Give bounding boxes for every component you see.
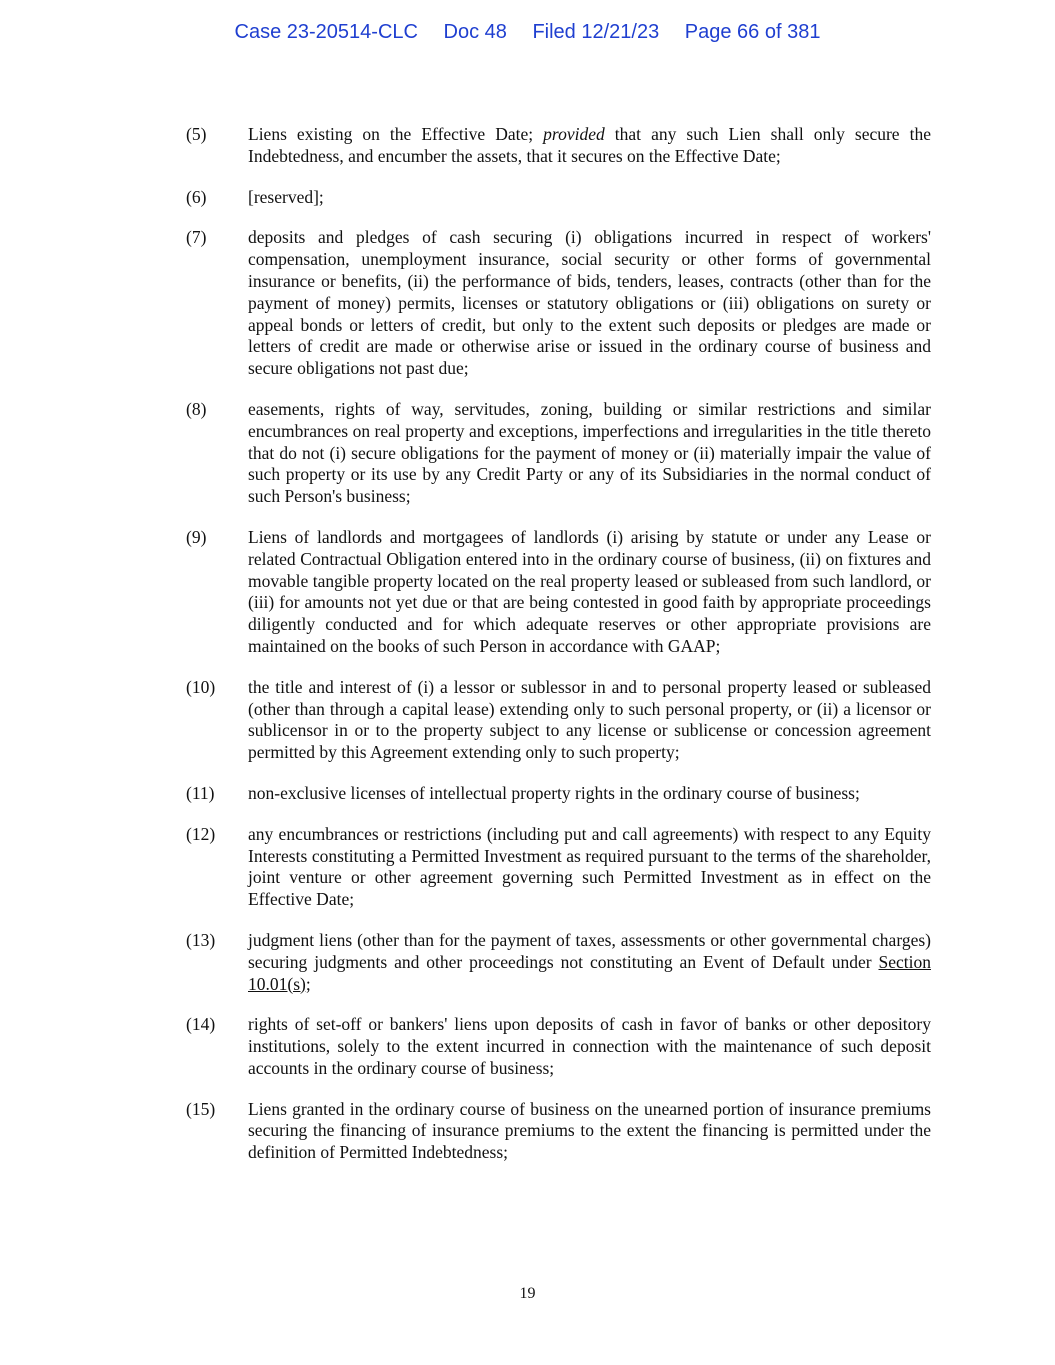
doc-number: Doc 48 [443,21,507,43]
item-text: judgment liens (other than for the payment of taxes, assessments or other governmental charges) securing judgments and other proceedings not constituting an Event of Default under Section 10.01(s); [248,929,931,994]
list-item [186,227,931,380]
filed-date: Filed 12/21/23 [532,21,660,43]
item-number: (15) [186,1098,216,1119]
item-number: (6) [186,186,207,207]
item-text: non-exclusive licenses of intellectual property rights in the ordinary course of business; [248,782,860,803]
emphasis-provided: provided [543,124,605,144]
page-number: 19 [519,1285,536,1302]
list-item [186,1014,931,1079]
item-number: (12) [186,823,216,844]
item-text: any encumbrances or restrictions (including put and call agreements) with respect to any Equity Interests constituting a Permitted Investment as required pursuant to the terms of the shareholder, joint venture or other agreement governing such Permitted Investment as in effect on the Effective Date; [248,823,931,910]
case-number: Case 23-20514-CLC [234,21,418,43]
item-number: (7) [186,227,207,248]
item-number: (10) [186,676,216,697]
list-item [186,824,931,911]
item-text: easements, rights of way, servitudes, zoning, building or similar restrictions and similar encumbrances on real property and exceptions, imperfections and irregularities in the title thereto that do not (i) secure obligations for the payment of money or (ii) materially impair the value of such property or its use by any Credit Party or any of its Subsidiaries in the normal conduct of such Person's business; [248,398,931,507]
item-text: Liens of landlords and mortgagees of landlords (i) arising by statute or under any Lease or related Contractual Obligation entered into in the ordinary course of business, (ii) on fixtures and movable tangible property located on the real property leased or subleased from such landlord, or (iii) for amounts not yet due or that are being contested in good faith by appropriate proceedings diligently conducted and for which adequate reserves or other appropriate provisions are maintained on the books of such Person in accordance with GAAP; [248,526,931,656]
list-item [186,187,931,209]
item-text: [reserved]; [248,186,324,207]
list-item [186,783,931,805]
item-number: (9) [186,526,207,547]
page-of-total: Page 66 of 381 [684,21,821,43]
item-number: (11) [186,782,215,803]
section-reference-link: Section 10.01(s) [248,951,931,994]
lien-list [186,124,931,1183]
list-item [186,124,931,168]
item-number: (8) [186,398,207,419]
item-text: Liens granted in the ordinary course of business on the unearned portion of insurance premiums securing the financing of insurance premiums to the extent the financing is permitted under the definition of Permitted Indebtedness; [248,1098,931,1163]
item-number: (5) [186,124,207,144]
item-text: Liens existing on the Effective Date; provided that any such Lien shall only secure the Indebtedness, and encumber the assets, that it secures on the Effective Date; [248,124,932,166]
filing-header [0,19,1055,45]
list-item [186,677,931,764]
list-item [186,930,931,995]
item-text: rights of set-off or bankers' liens upon deposits of cash in favor of banks or other depository institutions, solely to the extent incurred in connection with the maintenance of such deposit accounts in the ordinary course of business; [248,1014,931,1078]
item-text: deposits and pledges of cash securing (i) obligations incurred in respect of workers' compensation, unemployment insurance, social security or other forms of governmental insurance or benefits, (ii) the performance of bids, tenders, leases, contracts (other than for the payment of money) permits, licenses or statutory obligations or (iii) obligations on surety or appeal bonds or letters of credit, but only to the extent such deposits or pledges are made or letters of credit are made or otherwise arise or issued in the ordinary course of business and secure obligations not past due; [248,227,931,379]
list-item [186,527,931,658]
item-number: (14) [186,1014,216,1035]
list-item [186,399,931,508]
item-number: (13) [186,929,216,950]
item-text: the title and interest of (i) a lessor or sublessor in and to personal property leased or subleased (other than through a capital lease) extending only to such personal property, or (ii) a licensor or sublicensor in or to the property subject to any license or sublicense or concession agreement permitted by this Agreement extending only to such property; [248,676,931,763]
list-item [186,1099,931,1164]
